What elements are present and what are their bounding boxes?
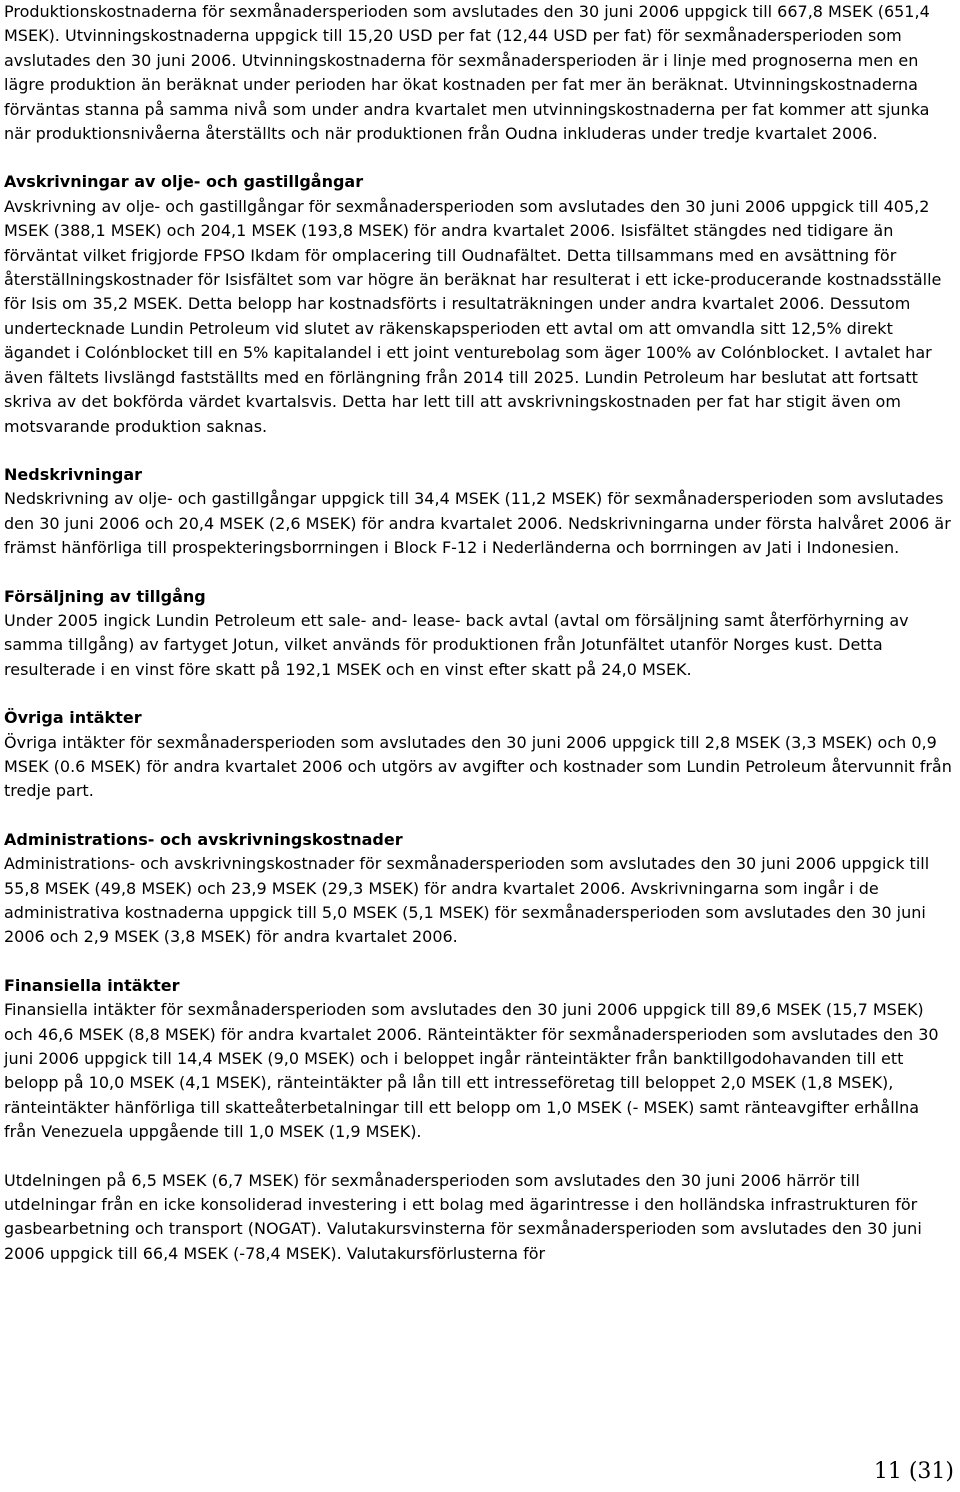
- document-page: [4, 0, 956, 1266]
- section-avskrivningar: [4, 170, 956, 438]
- page-number: 11 (31): [873, 1459, 954, 1484]
- section-paragraph: Övriga intäkter för sexmånadersperioden som avslutades den 30 juni 2006 uppgick till 2,8 MSEK (3,3 MSEK) och 0,9 MSEK (0.6 MSEK) för andra kvartalet 2006 och utgörs av avgifter och kostnader som Lundin Petroleum återvunnit från tredje part.: [4, 732, 952, 801]
- section-paragraph: Nedskrivning av olje- och gastillgångar uppgick till 34,4 MSEK (11,2 MSEK) för sexmånadersperioden som avslutades den 30 juni 2006 och 20,4 MSEK (2,6 MSEK) för andra kvartalet 2006. Nedskrivningarna under första halvåret 2006 är främst hänförliga till prospekteringsborrningen i Block F-12 i Nederländerna och borrningen av Jati i Indonesien.: [4, 489, 951, 558]
- section-paragraph: Utdelningen på 6,5 MSEK (6,7 MSEK) för sexmånadersperioden som avslutades den 30 juni 2006 härrör till utdelningar från en icke konsoliderad investering i ett bolag med ägarintresse i den holländska infrastrukturen för gasbearbetning och transport (NOGAT). Valutakursvinsterna för sexmånadersperioden som avslutades den 30 juni 2006 uppgick till 66,4 MSEK (-78,4 MSEK). Valutakursförlusterna för: [4, 1170, 922, 1263]
- section-paragraph: Administrations- och avskrivningskostnader för sexmånadersperioden som avslutades den 30 juni 2006 uppgick till 55,8 MSEK (49,8 MSEK) och 23,9 MSEK (29,3 MSEK) för andra kvartalet 2006. Avskrivningarna som ingår i de administrativa kostnaderna uppgick till 5,0 MSEK (5,1 MSEK) för sexmånadersperioden som avslutades den 30 juni 2006 och 2,9 MSEK (3,8 MSEK) för andra kvartalet 2006.: [4, 854, 930, 947]
- section-finansiella-intakter: [4, 974, 956, 1145]
- section-nedskrivningar: [4, 463, 956, 561]
- section-forsaljning-av-tillgang: [4, 585, 956, 683]
- section-paragraph: Finansiella intäkter för sexmånadersperioden som avslutades den 30 juni 2006 uppgick till 89,6 MSEK (15,7 MSEK) och 46,6 MSEK (8,8 MSEK) för andra kvartalet 2006. Ränteintäkter för sexmånadersperioden som avslutades den 30 juni 2006 uppgick till 14,4 MSEK (9,0 MSEK) och i beloppet ingår ränteintäkter från banktillgodohavanden till ett belopp på 10,0 MSEK (4,1 MSEK), ränteintäkter på lån till ett intresseföretag till beloppet 2,0 MSEK (1,8 MSEK), ränteintäkter hänförliga till skatteåterbetalningar till ett belopp om 1,0 MSEK (- MSEK) samt ränteavgifter erhållna från Venezuela uppgående till 1,0 MSEK (1,9 MSEK).: [4, 1000, 939, 1142]
- section-heading: Finansiella intäkter: [4, 975, 180, 995]
- intro-paragraph: Produktionskostnaderna för sexmånadersperioden som avslutades den 30 juni 2006 uppgick till 667,8 MSEK (651,4 MSEK). Utvinningskostnaderna uppgick till 15,20 USD per fat (12,44 USD per fat) för sexmånadersperioden som avslutades den 30 juni 2006. Utvinningskostnaderna för sexmånadersperioden är i linje med prognoserna men en lägre produktion än beräknat under perioden har ökat kostnaden per fat mer än beräknat. Utvinningskostnaderna förväntas stanna på samma nivå som under andra kvartalet men utvinningskostnaderna per fat kommer att sjunka när produktionsnivåerna återställts och när produktionen från Oudna inkluderas under tredje kvartalet 2006.: [4, 2, 930, 144]
- section-ovriga-intakter: [4, 706, 956, 804]
- section-heading: Administrations- och avskrivningskostnader: [4, 829, 403, 849]
- section-administrationskostnader: [4, 828, 956, 950]
- section-heading: Nedskrivningar: [4, 464, 143, 484]
- section-heading: Avskrivningar av olje- och gastillgångar: [4, 172, 364, 192]
- section-utdelning: [4, 1169, 956, 1267]
- section-heading: Övriga intäkter: [4, 708, 142, 728]
- section-paragraph: Under 2005 ingick Lundin Petroleum ett sale- and- lease- back avtal (avtal om försäljning samt återförhyrning av samma tillgång) av fartyget Jotun, vilket används för produktionen från Jotunfältet utanför Norges kust. Detta resulterade i en vinst före skatt på 192,1 MSEK och en vinst efter skatt på 24,0 MSEK.: [4, 610, 909, 679]
- section-paragraph: Avskrivning av olje- och gastillgångar för sexmånadersperioden som avslutades den 30 juni 2006 uppgick till 405,2 MSEK (388,1 MSEK) och 204,1 MSEK (193,8 MSEK) för andra kvartalet 2006. Isisfältet stängdes ned tidigare än förväntat vilket frigjorde FPSO Ikdam för omplacering till Oudnafältet. Detta tillsammans med en avsättning för återställningskostnader för Isisfältet som var högre än beräknat har resulterat i ett icke-producerande kostnadsställe för Isis om 35,2 MSEK. Detta belopp har kostnadsförts i resultaträkningen under andra kvartalet 2006. Dessutom undertecknade Lundin Petroleum vid slutet av räkenskapsperioden ett avtal om att omvandla sitt 12,5% direkt ägandet i Colónblocket till en 5% kapitalandel i ett joint venturebolag som äger 100% av Colónblocket. I avtalet har även fältets livslängd fastställts med en förlängning från 2014 till 2025. Lundin Petroleum har beslutat att fortsatt skriva av det bokförda värdet kvartalsvis. Detta har lett till att avskrivningskostnaden per fat har stigit även om motsvarande produktion saknas.: [4, 196, 942, 436]
- section-heading: Försäljning av tillgång: [4, 586, 206, 606]
